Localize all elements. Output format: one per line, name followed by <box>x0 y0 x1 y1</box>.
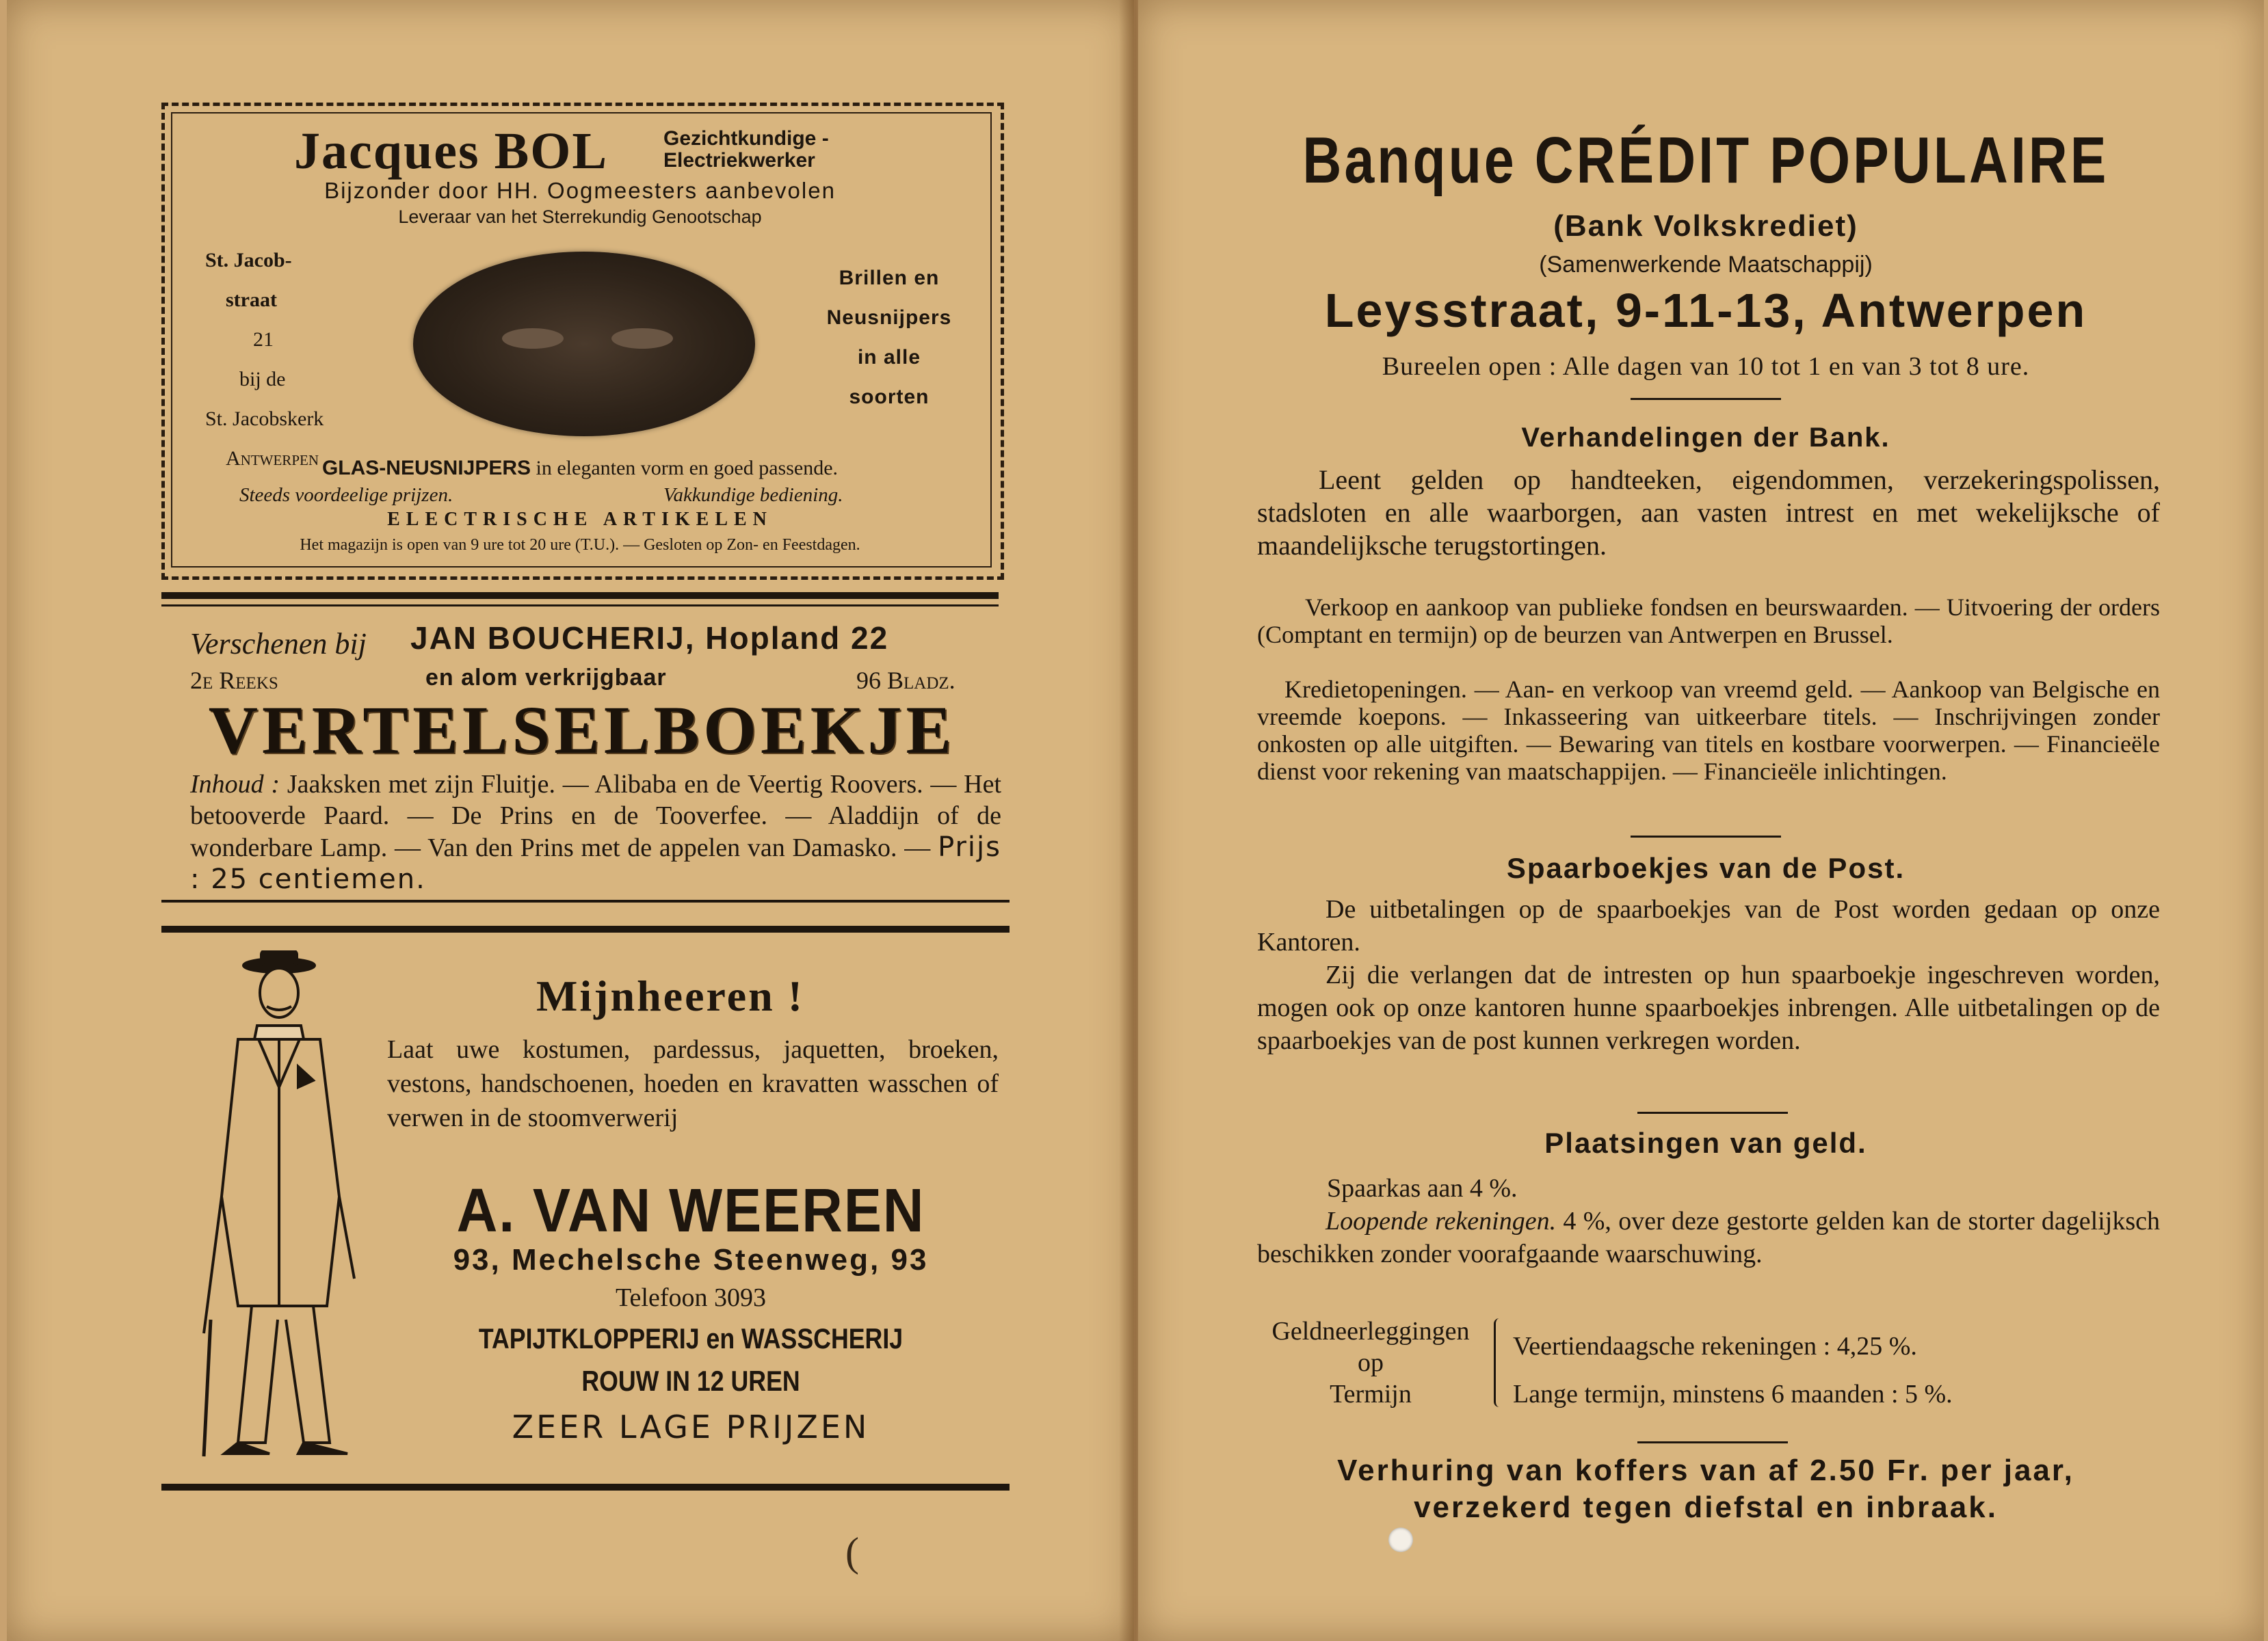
bol-product-line: Brillen en <box>839 267 940 289</box>
bol-electric: ELECTRISCHE ARTIKELEN <box>387 509 773 530</box>
bol-profession-2: Electriekwerker <box>663 149 815 172</box>
binding-hole <box>1388 1527 1413 1552</box>
bol-supplier: Leveraar van het Sterrekundig Genootschap <box>398 206 762 227</box>
book-published: Verschenen bij <box>190 627 367 661</box>
gentleman-illustration <box>183 950 388 1463</box>
left-page <box>7 0 1134 1641</box>
weeren-mourning: ROUW IN 12 UREN <box>581 1365 800 1397</box>
book-content <box>190 769 1001 896</box>
bol-address-line: St. Jacob- <box>205 249 292 271</box>
divider-rule <box>1637 1112 1788 1114</box>
divider-rule <box>161 1484 1010 1491</box>
bank-subtitle: (Bank Volkskrediet) <box>1553 209 1858 243</box>
weeren-address: 93, Mechelsche Steenweg, 93 <box>453 1243 929 1277</box>
bol-product-line: soorten <box>849 386 929 408</box>
divider-rule <box>161 926 1010 933</box>
book-publisher: JAN BOUCHERIJ, Hopland 22 <box>410 620 889 656</box>
section-2-p1: De uitbetalingen op de spaarboekjes van de Post worden gedaan op onze Kantoren. <box>1257 895 2160 957</box>
eyes-photo <box>413 252 755 436</box>
weeren-heading: Mijnheeren ! <box>536 972 805 1020</box>
weeren-body: Laat uwe kostumen, pardessus, jaquetten, broeken, vestons, handschoenen, hoeden en kravatten wasschen of verwen in de stoomverwerij <box>387 1035 999 1132</box>
eye-right-icon <box>611 328 673 349</box>
bol-address-line: bij de <box>239 368 286 390</box>
deposit-rates <box>1513 1322 1953 1418</box>
bank-hours: Bureelen open : Alle dagen van 10 tot 1 en van 3 tot 8 ure. <box>1382 352 2030 381</box>
deposit-label: Geldneerleggingen <box>1271 1317 1470 1346</box>
bol-glasses-bold: GLAS-NEUSNIJPERS <box>321 457 531 479</box>
eye-left-icon <box>502 328 564 349</box>
bol-profession-1: Gezichtkundige - <box>663 127 829 150</box>
section-1-p2: Verkoop en aankoop van publieke fondsen en beurswaarden. — Uitvoering der orders (Comptant en termijn) op de beurzen van Antwerpen en Brussel. <box>1257 593 2160 648</box>
current-accounts <box>1257 1205 2160 1270</box>
section-2-title: Spaarboekjes van de Post. <box>1506 852 1906 884</box>
bol-address-line: Antwerpen <box>226 447 319 470</box>
weeren-services: TAPIJTKLOPPERIJ en WASSCHERIJ <box>478 1322 904 1355</box>
page-mark: ( <box>845 1530 859 1575</box>
section-1-p1: Leent gelden op handteeken, eigendommen, verzekeringspolissen, stadsloten en alle waarborgen, aan vasten intrest en met wekelijksche of maandelijksche terugstortingen. <box>1257 464 2160 561</box>
divider-rule <box>1631 836 1781 838</box>
book-available: en alom verkrijgbaar <box>425 665 667 691</box>
bol-product-line: in alle <box>857 346 921 369</box>
section-3-title: Plaatsingen van geld. <box>1544 1127 1867 1159</box>
bol-name: Jacques BOL <box>294 122 609 180</box>
bol-recommended: Bijzonder door HH. Oogmeesters aanbevolen <box>324 178 836 203</box>
deposit-label: op <box>1358 1348 1384 1377</box>
safes-line-1: Verhuring van koffers van af 2.50 Fr. per jaar, <box>1337 1454 2074 1487</box>
section-2-p2: Zij die verlangen dat de intresten op hun spaarboekje ingeschreven worden, mogen ook op onze kantoren hunne spaarboekjes inbrengen. Alle uitbetalingen op de spaarboekjes van de post kunnen verkregen worden. <box>1257 961 2160 1055</box>
bank-address: Leysstraat, 9-11-13, Antwerpen <box>1324 284 2087 337</box>
book-series: 2e Reeks <box>190 667 278 694</box>
bank-type: (Samenwerkende Maatschappij) <box>1539 252 1873 278</box>
bol-hours: Het magazijn is open van 9 ure tot 20 ure (T.U.). — Gesloten op Zon- en Feestdagen. <box>300 536 860 554</box>
book-pages: 96 Bladz. <box>856 667 955 694</box>
deposit-label: Termijn <box>1330 1380 1412 1409</box>
book-price: Prijs : 25 centiemen. <box>190 831 1001 895</box>
book-content-label: Inhoud : <box>190 770 280 799</box>
divider-rule <box>161 592 999 599</box>
book-title: VERTELSELBOEKJE <box>208 692 956 768</box>
section-1-p3: Kredietopeningen. — Aan- en verkoop van vreemd geld. — Aankoop van Belgische en vreemde koepons. — Inkasseering van uitkeerbare titels. — Inschrijvingen zonder onkosten op alle uitgiften. — Bewaring van titels en kostbare voorwerpen. — Financieële dienst voor rekening van maatschappijen. — Financieële inlichtingen. <box>1257 676 2160 785</box>
deposit-rate: Veertiendaagsche rekeningen : 4,25 %. <box>1513 1332 1917 1361</box>
weeren-prices: ZEER LAGE PRIJZEN <box>512 1409 870 1445</box>
divider-rule <box>161 900 1010 903</box>
bol-address-line: straat <box>226 289 277 311</box>
savings-line: Spaarkas aan 4 %. <box>1327 1174 1518 1203</box>
bol-glasses-rest: in eleganten vorm en goed passende. <box>531 457 839 479</box>
bol-service: Vakkundige bediening. <box>663 484 843 506</box>
current-label: Loopende rekeningen. <box>1326 1207 1557 1236</box>
bank-title: Banque CRÉDIT POPULAIRE <box>1302 124 2109 197</box>
section-1-title: Verhandelingen der Bank. <box>1521 423 1890 453</box>
weeren-phone: Telefoon 3093 <box>615 1283 766 1312</box>
bol-products <box>807 258 971 417</box>
current-text: 4 %, over deze gestorte gelden kan de storter dagelijksch beschikken zonder voorafgaande waarschuwing. <box>1257 1207 2160 1268</box>
divider-rule <box>161 604 999 606</box>
deposit-labels <box>1254 1316 1487 1410</box>
bol-address-line: St. Jacobskerk <box>205 408 324 430</box>
divider-rule <box>1631 398 1781 400</box>
safes-line-2: verzekerd tegen diefstal en inbraak. <box>1414 1491 1998 1524</box>
bol-address-line: 21 <box>253 328 274 351</box>
deposit-brace <box>1494 1318 1505 1407</box>
right-page <box>1138 0 2264 1641</box>
deposit-rate: Lange termijn, minstens 6 maanden : 5 %. <box>1513 1380 1953 1409</box>
book-content-text: Jaaksken met zijn Fluitje. — Alibaba en de Veertig Roovers. — Het betooverde Paard. — De Prins en de Tooverfee. — Aladdijn of de wonderbare Lamp. — Van den Prins met de appelen van Damasko. — <box>190 770 1001 862</box>
bol-address <box>205 241 369 479</box>
bol-cheap: Steeds voordeelige prijzen. <box>239 484 453 506</box>
divider-rule <box>1637 1441 1788 1443</box>
bol-product-line: Neusnijpers <box>826 306 952 329</box>
weeren-name: A. VAN WEEREN <box>456 1177 925 1245</box>
bol-glasses-line <box>171 457 989 480</box>
